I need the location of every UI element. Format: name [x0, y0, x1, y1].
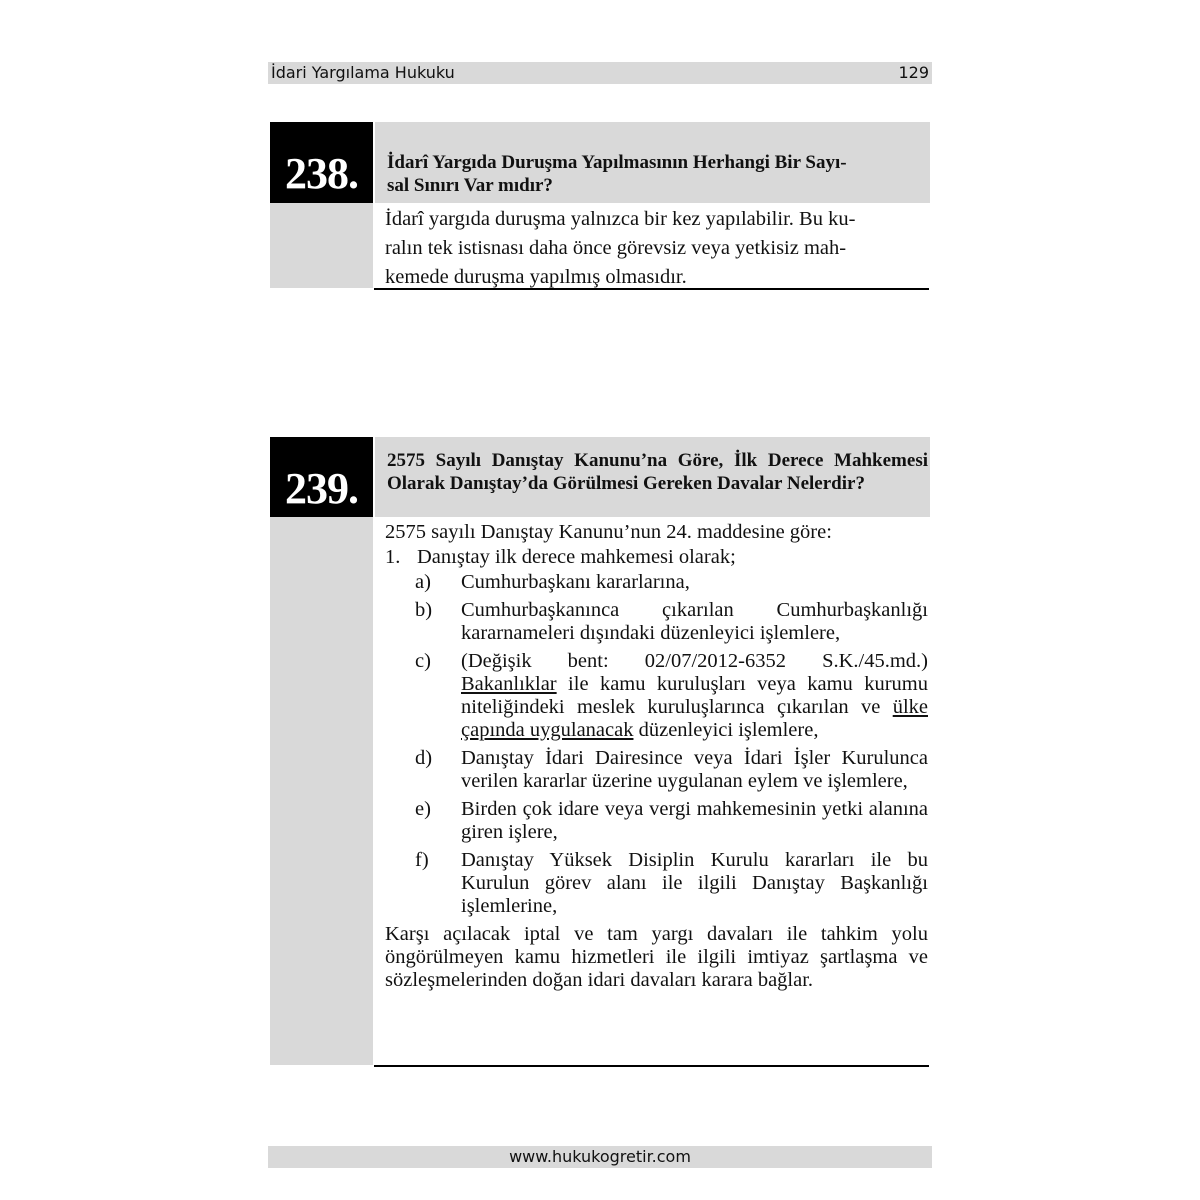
list-item — [415, 599, 928, 645]
question-title: İdarî Yargıda Duruşma Yapılmasının Herhangi Bir Sayı- sal Sınırı Var mıdır? — [387, 152, 847, 196]
list-marker: a) — [415, 571, 431, 593]
answer-rule — [374, 1065, 929, 1067]
answer-body — [385, 521, 928, 992]
list-marker: c) — [415, 650, 431, 672]
list-marker: d) — [415, 747, 433, 769]
answer-text: İdarî yargıda duruşma yalnızca bir kez yapılabilir. Bu ku- ralın tek istisnası daha önce görevsiz veya yetkisiz mah- kemede duruşma yapılmış olmasıdır. — [385, 208, 856, 288]
list-item — [415, 747, 928, 793]
list-item-text: Cumhurbaşkanınca çıkarılan Cumhurbaşkanlığı kararnameleri dışındaki düzenleyici işlemlere, — [461, 599, 928, 644]
list-item-text: Danıştay ilk derece mahkemesi olarak; — [417, 546, 736, 568]
list-item-text: (Değişik bent: 02/07/2012-6352 S.K./45.md.) Bakanlıklar ile kamu kuruluşları veya kamu kurumu niteliğindeki meslek kuruluşlarınca çıkarılan ve ülke çapında uygulanacak düzenleyici işlemlere, — [461, 650, 928, 741]
list-item-text: Danıştay İdari Dairesince veya İdari İşler Kurulunca verilen kararlar üzerine uygulanan eylem ve işlemlere, — [461, 747, 928, 792]
question-number: 239. — [270, 437, 373, 517]
list-item — [415, 650, 928, 742]
running-header — [268, 62, 932, 84]
question-number: 238. — [270, 122, 373, 203]
header-title: İdari Yargılama Hukuku — [271, 63, 455, 82]
answer-intro: 2575 sayılı Danıştay Kanunu’nun 24. maddesine göre: — [385, 521, 832, 543]
list-marker: b) — [415, 599, 433, 621]
question-238 — [270, 122, 930, 290]
list-item-text: Cumhurbaşkanı kararlarına, — [461, 571, 690, 593]
page-number: 129 — [898, 63, 929, 82]
footer-url: www.hukukogretir.com — [268, 1146, 932, 1168]
underlined-term: Bakanlıklar — [461, 673, 557, 695]
list-item-text: Danıştay Yüksek Disiplin Kurulu kararları ile bu Kurulun görev alanı ile ilgili Danıştay Başkanlığı işlemlerine, — [461, 849, 928, 917]
list-item — [415, 798, 928, 844]
list-marker: 1. — [385, 546, 401, 568]
underlined-term: ülke çapında uygulanacak — [461, 696, 928, 741]
list-item — [415, 571, 928, 594]
list-item — [415, 849, 928, 918]
sub-list — [385, 571, 928, 918]
list-item — [385, 546, 928, 569]
list-item-text: Birden çok idare veya vergi mahkemesinin yetki alanına giren işlere, — [461, 798, 928, 843]
list-marker: e) — [415, 798, 431, 820]
list-marker: f) — [415, 849, 429, 871]
question-sidebar — [270, 437, 373, 1065]
question-title: 2575 Sayılı Danıştay Kanunu’na Göre, İlk Derece Mahkemesi Olarak Danıştay’da Görülmesi Gereken Davalar Nelerdir? — [387, 450, 928, 494]
answer-rule — [374, 288, 929, 290]
question-239 — [270, 437, 930, 1069]
answer-closing: Karşı açılacak iptal ve tam yargı davaları ile tahkim yolu öngörülmeyen kamu hizmetleri ile ilgili imtiyaz şartlaşma ve sözleşmelerinden doğan idari davaları karara bağlar. — [385, 923, 928, 991]
